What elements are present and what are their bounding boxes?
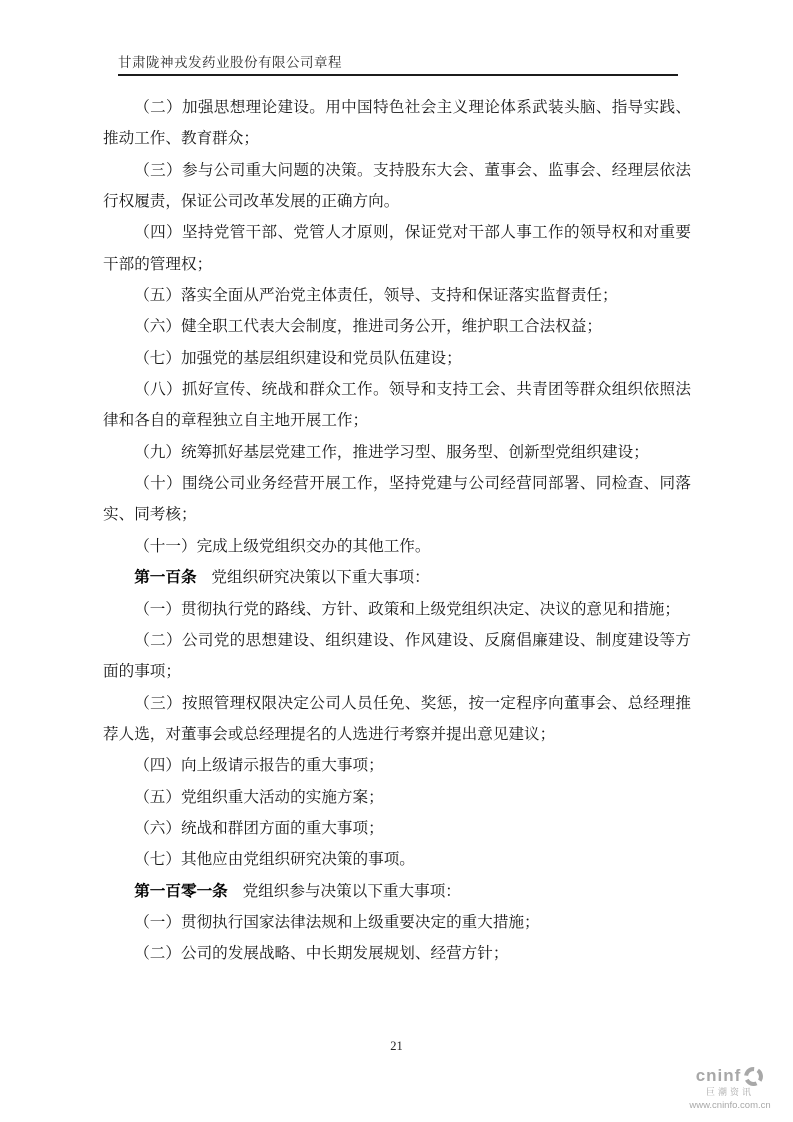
paragraph-text: （一）贯彻执行党的路线、方针、政策和上级党组织决定、决议的意见和措施； xyxy=(134,600,680,618)
document-body xyxy=(103,92,691,970)
body-paragraph xyxy=(103,374,691,437)
paragraph-text: （九）统筹抓好基层党建工作，推进学习型、服务型、创新型党组织建设； xyxy=(134,443,649,461)
paragraph-text: （二）加强思想理论建设。用中国特色社会主义理论体系武装头脑、指导实践、推动工作、教育群众； xyxy=(103,99,691,148)
body-paragraph xyxy=(103,280,691,311)
paragraph-text: （四）坚持党管干部、党管人才原则，保证党对干部人事工作的领导权和对重要干部的管理权； xyxy=(103,224,691,273)
body-paragraph xyxy=(103,311,691,342)
body-paragraph xyxy=(103,468,691,531)
body-paragraph xyxy=(103,92,691,155)
body-paragraph xyxy=(103,531,691,562)
swirl-logo-icon xyxy=(743,1066,764,1087)
cninfo-logo xyxy=(671,1066,789,1111)
paragraph-text: （二）公司的发展战略、中长期发展规划、经营方针； xyxy=(134,945,509,963)
paragraph-text: （五）党组织重大活动的实施方案； xyxy=(134,788,384,806)
body-paragraph xyxy=(103,813,691,844)
body-paragraph xyxy=(103,938,691,969)
article-number: 第一百零一条 xyxy=(134,882,228,900)
paragraph-text: 党组织参与决策以下重大事项： xyxy=(242,882,461,900)
paragraph-text: （十一）完成上级党组织交办的其他工作。 xyxy=(134,537,431,555)
article-heading xyxy=(103,876,691,907)
logo-brand-row xyxy=(671,1066,789,1087)
paragraph-text: 党组织研究决策以下重大事项： xyxy=(211,569,430,587)
paragraph-text: （三）参与公司重大问题的决策。支持股东大会、董事会、监事会、经理层依法行权履责，保证公司改革发展的正确方向。 xyxy=(103,161,691,211)
body-paragraph xyxy=(103,625,691,688)
body-paragraph xyxy=(103,217,691,280)
logo-chinese-name: 巨潮资讯 xyxy=(705,1087,754,1097)
article-number: 第一百条 xyxy=(134,569,197,587)
paragraph-text: （一）贯彻执行国家法律法规和上级重要决定的重大措施； xyxy=(134,913,540,931)
paragraph-text: （六）健全职工代表大会制度，推进司务公开，维护职工合法权益； xyxy=(134,318,603,336)
body-paragraph xyxy=(103,750,691,781)
paragraph-text: （四）向上级请示报告的重大事项； xyxy=(134,757,384,775)
body-paragraph xyxy=(103,343,691,374)
article-heading xyxy=(103,562,691,593)
paragraph-text: （七）加强党的基层组织建设和党员队伍建设； xyxy=(134,349,462,367)
logo-website: www.cninfo.com.cn xyxy=(689,1099,771,1111)
page-number: 21 xyxy=(390,1039,403,1053)
document-title: 甘肃陇神戎发药业股份有限公司章程 xyxy=(118,55,342,70)
paragraph-text: （六）统战和群团方面的重大事项； xyxy=(134,819,384,837)
body-paragraph xyxy=(103,782,691,813)
logo-brand-text: cninf xyxy=(695,1066,742,1086)
body-paragraph xyxy=(103,907,691,938)
header-divider xyxy=(118,74,678,76)
paragraph-text: （十）围绕公司业务经营开展工作，坚持党建与公司经营同部署、同检查、同落实、同考核； xyxy=(103,475,691,524)
paragraph-text: （七）其他应由党组织研究决策的事项。 xyxy=(134,851,415,869)
body-paragraph xyxy=(103,437,691,468)
paragraph-text: （五）落实全面从严治党主体责任，领导、支持和保证落实监督责任； xyxy=(134,287,618,305)
paragraph-text: （二）公司党的思想建设、组织建设、作风建设、反腐倡廉建设、制度建设等方面的事项； xyxy=(103,631,691,681)
paragraph-text: （八）抓好宣传、统战和群众工作。领导和支持工会、共青团等群众组织依照法律和各自的章程独立自主地开展工作； xyxy=(103,381,691,430)
paragraph-text: （三）按照管理权限决定公司人员任免、奖惩，按一定程序向董事会、总经理推荐人选，对董事会或总经理提名的人选进行考察并提出意见建议； xyxy=(103,694,691,743)
body-paragraph xyxy=(103,844,691,875)
body-paragraph xyxy=(103,155,691,218)
body-paragraph xyxy=(103,594,691,625)
body-paragraph xyxy=(103,688,691,751)
